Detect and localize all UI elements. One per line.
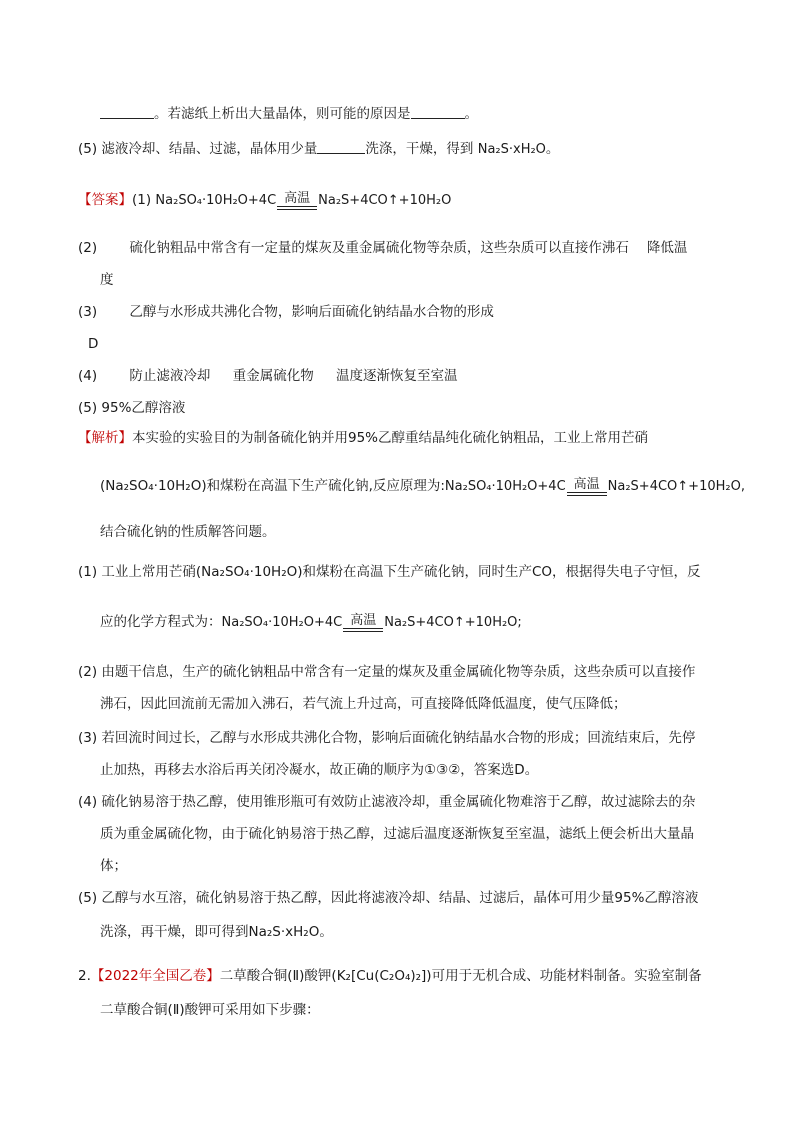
answer-5: (5) 95%乙醇溶液	[78, 400, 186, 416]
answer-3-choice: D	[88, 336, 99, 352]
reaction-arrow: 高温	[343, 614, 383, 632]
answer-1: 【答案】(1) Na₂SO₄·10H₂O+4C 高温 Na₂S+4CO↑+10H₂O	[78, 191, 452, 208]
analysis-5: (5) 乙醇与水互溶，硫化钠易溶于热乙醇，因此将滤液冷却、结晶、过滤后，晶体可用少量95%乙醇溶液	[78, 890, 699, 906]
analysis-2-cont: 沸石，因此回流前无需加入沸石，若气流上升过高，可直接降低降低温度，使气压降低；	[100, 696, 627, 712]
question-2-cont: 二草酸合铜(Ⅱ)酸钾可采用如下步骤：	[100, 1002, 320, 1018]
answer-blank	[100, 104, 154, 119]
reaction-arrow: 高温	[277, 192, 317, 210]
question-5: (5) 滤液冷却、结晶、过滤，晶体用少量 洗涤，干燥，得到 Na₂S·xH₂O。	[78, 141, 560, 157]
exam-source-tag: 【2022年全国乙卷】	[90, 968, 220, 984]
analysis-4-end: 体；	[100, 858, 127, 874]
analysis-2: (2) 由题干信息，生产的硫化钠粗品中常含有一定量的煤灰及重金属硫化物等杂质，这些杂质可以直接作	[78, 664, 696, 680]
answer-blank	[317, 139, 365, 154]
analysis-5-cont: 洗涤，再干燥，即可得到Na₂S·xH₂O。	[100, 924, 333, 940]
reaction-arrow: 高温	[567, 478, 607, 496]
answer-2: (2) 硫化钠粗品中常含有一定量的煤灰及重金属硫化物等杂质，这些杂质可以直接作沸石 降低温	[78, 240, 688, 256]
analysis-tag: 【解析】	[78, 430, 132, 446]
question-2: 2.【2022年全国乙卷】二草酸合铜(Ⅱ)酸钾(K₂[Cu(C₂O₄)₂])可用于无机合成、功能材料制备。实验室制备	[78, 968, 702, 984]
analysis-4: (4) 硫化钠易溶于热乙醇，使用锥形瓶可有效防止滤液冷却，重金属硫化物难溶于乙醇，故过滤除去的杂	[78, 794, 696, 810]
question-4-tail: 。若滤纸上析出大量晶体，则可能的原因是 。	[100, 104, 478, 124]
answer-3: (3) 乙醇与水形成共沸化合物，影响后面硫化钠结晶水合物的形成	[78, 304, 494, 320]
answer-4: (4) 防止滤液冷却 重金属硫化物 温度逐渐恢复至室温	[78, 368, 458, 384]
analysis-intro-reaction: (Na₂SO₄·10H₂O)和煤粉在高温下生产硫化钠,反应原理为:Na₂SO₄·10H₂O+4C 高温 Na₂S+4CO↑+10H₂O,	[100, 477, 745, 494]
analysis-3-cont: 止加热，再移去水浴后再关闭冷凝水，故正确的顺序为①③②，答案选D。	[100, 762, 539, 778]
answer-2-cont: 度	[100, 272, 114, 288]
analysis-1: (1) 工业上常用芒硝(Na₂SO₄·10H₂O)和煤粉在高温下生产硫化钠，同时生产CO，根据得失电子守恒，反	[78, 564, 701, 580]
analysis-3: (3) 若回流时间过长，乙醇与水形成共沸化合物，影响后面硫化钠结晶水合物的形成；回流结束后，先停	[78, 730, 696, 746]
analysis-intro-end: 结合硫化钠的性质解答问题。	[100, 524, 276, 540]
analysis-1-reaction: 应的化学方程式为：Na₂SO₄·10H₂O+4C 高温 Na₂S+4CO↑+10H₂O;	[100, 613, 522, 630]
analysis-intro: 【解析】本实验的实验目的为制备硫化钠并用95%乙醇重结晶纯化硫化钠粗品，工业上常用芒硝	[78, 430, 649, 446]
answer-blank	[411, 104, 465, 119]
answer-tag: 【答案】	[78, 192, 132, 208]
analysis-4-cont: 质为重金属硫化物，由于硫化钠易溶于热乙醇，过滤后温度逐渐恢复至室温，滤纸上便会析出大量晶	[100, 826, 694, 842]
